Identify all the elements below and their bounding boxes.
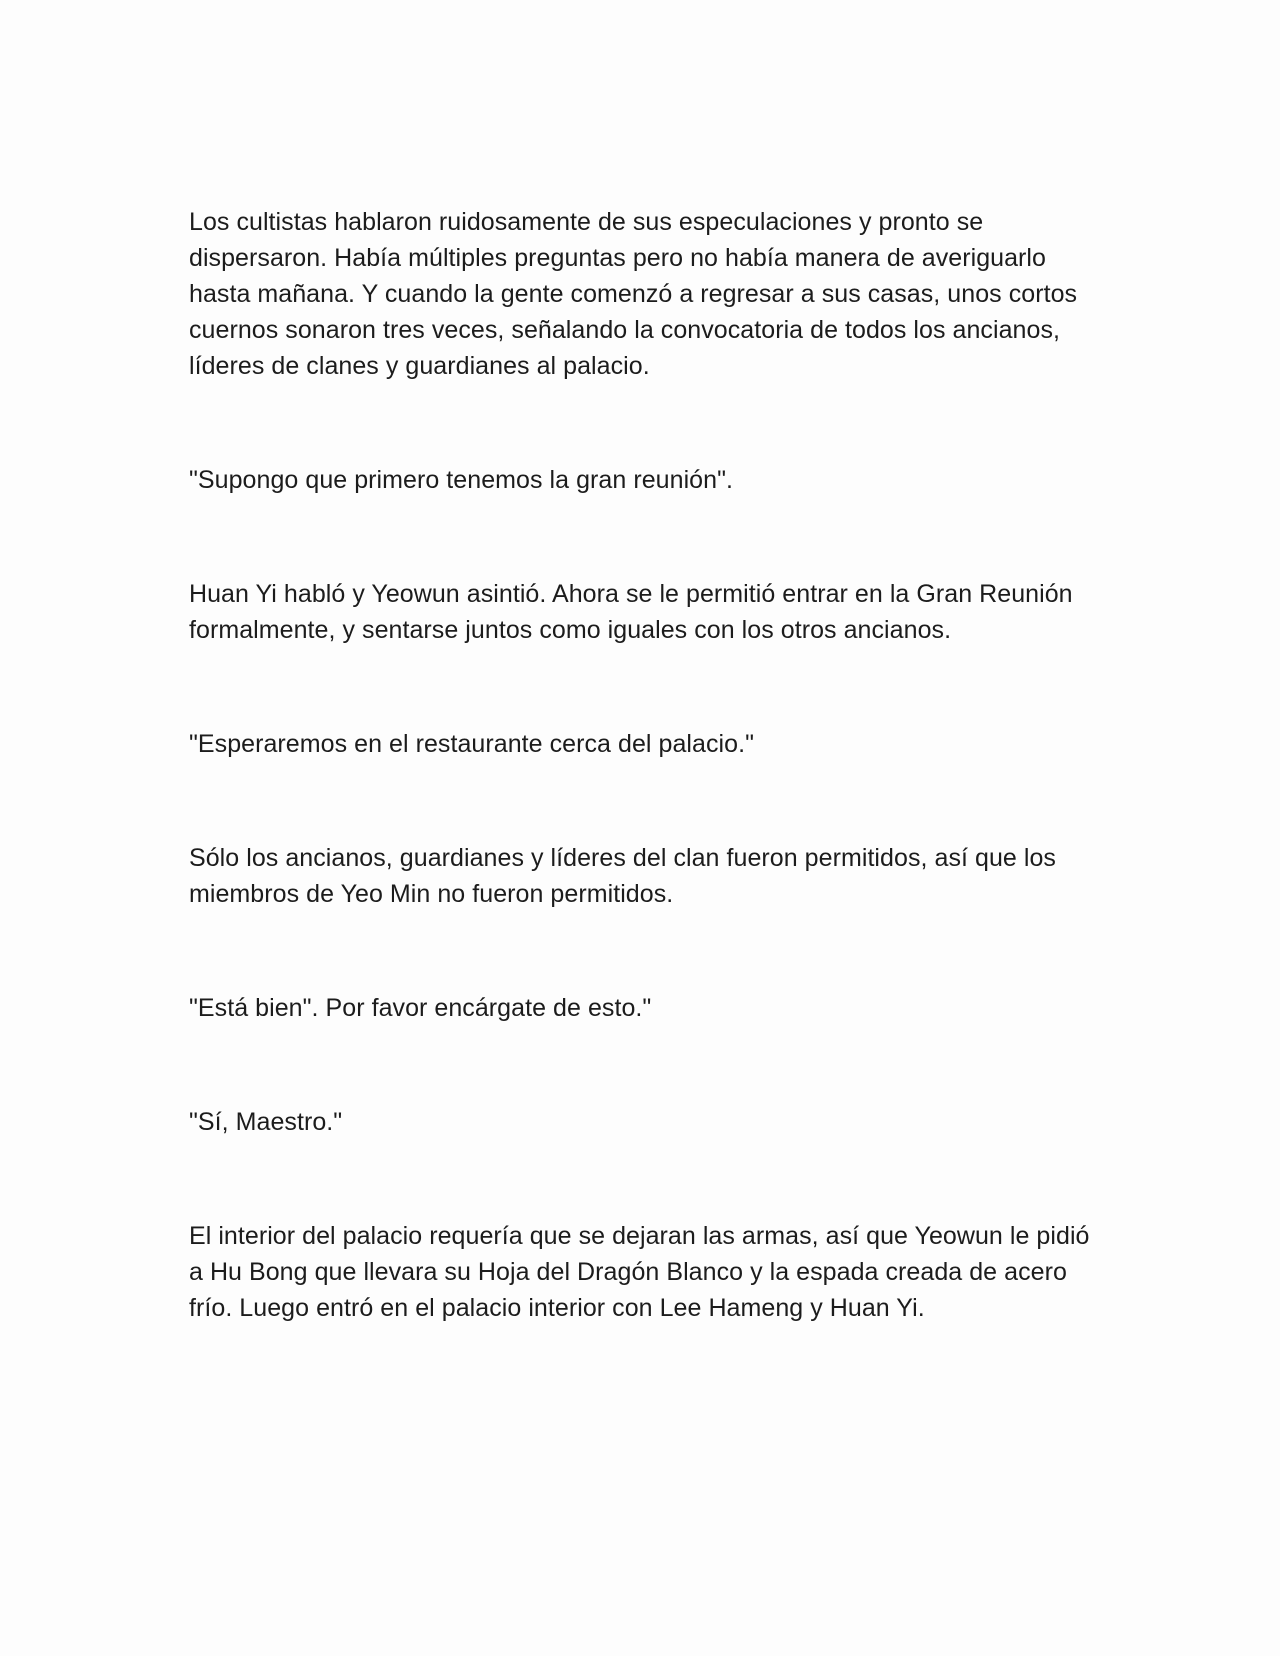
paragraph-4: "Esperaremos en el restaurante cerca del palacio.": [189, 730, 754, 758]
paragraph-6: "Está bien". Por favor encárgate de esto.": [189, 994, 652, 1022]
paragraph-1: Los cultistas hablaron ruidosamente de sus especulaciones y pronto se dispersaron. Había múltiples preguntas pero no había manera de averiguarlo hasta mañana. Y cuando la gente comenzó a regresar a sus casas, unos cortos cuernos sonaron tres veces, señalando la convocatoria de todos los ancianos, líderes de clanes y guardianes al palacio.: [189, 208, 1078, 380]
paragraph-5: Sólo los ancianos, guardianes y líderes del clan fueron permitidos, así que los miembros de Yeo Min no fueron permitidos.: [189, 844, 1056, 908]
paragraph-3: Huan Yi habló y Yeowun asintió. Ahora se le permitió entrar en la Gran Reunión formalmente, y sentarse juntos como iguales con los otros ancianos.: [189, 580, 1073, 644]
paragraph-2: "Supongo que primero tenemos la gran reunión".: [189, 466, 733, 494]
paragraph-7: "Sí, Maestro.": [189, 1108, 343, 1136]
paragraph-8: El interior del palacio requería que se dejaran las armas, así que Yeowun le pidió a Hu Bong que llevara su Hoja del Dragón Blanco y la espada creada de acero frío. Luego entró en el palacio interior con Lee Hameng y Huan Yi.: [189, 1222, 1090, 1322]
document-body: [189, 204, 1099, 1326]
